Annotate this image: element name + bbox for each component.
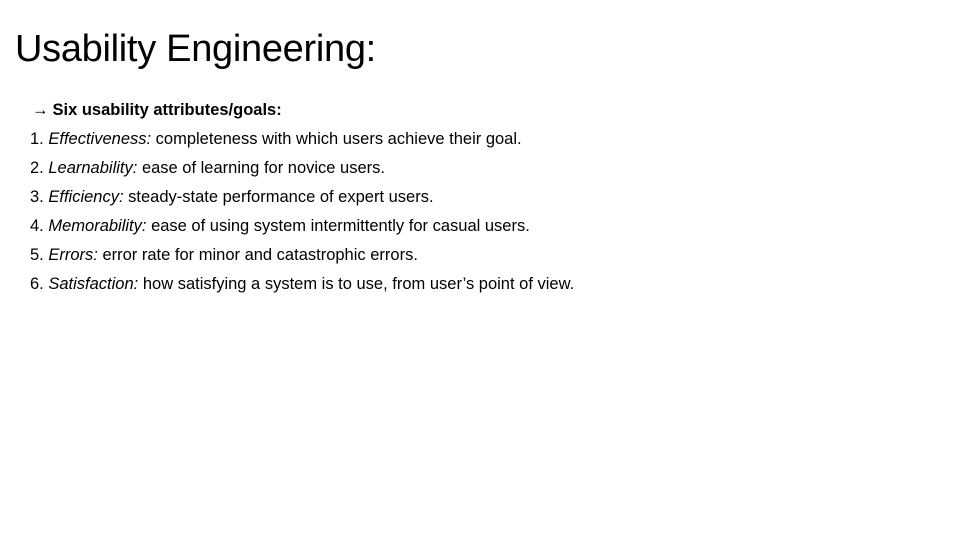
list-item [30, 154, 930, 183]
item-number: 5. [30, 246, 44, 264]
item-description: how satisfying a system is to use, from user’s point of view. [142, 275, 575, 293]
item-term: Satisfaction: [48, 275, 139, 293]
subheading-text: Six usability attributes/goals: [52, 101, 282, 119]
attribute-list [30, 125, 930, 299]
item-description: steady-state performance of expert users. [128, 188, 434, 206]
slide-body [30, 96, 930, 299]
item-number: 3. [30, 188, 44, 206]
item-term: Learnability: [48, 159, 138, 177]
item-number: 1. [30, 130, 44, 148]
item-term: Errors: [48, 246, 98, 264]
list-item [30, 183, 930, 212]
list-item [30, 270, 930, 299]
slide-title: Usability Engineering: [15, 28, 376, 70]
list-item [30, 212, 930, 241]
item-description: completeness with which users achieve their goal. [155, 130, 522, 148]
item-number: 2. [30, 159, 44, 177]
item-number: 6. [30, 275, 44, 293]
arrow-right-icon: → [32, 101, 49, 119]
item-term: Efficiency: [48, 188, 124, 206]
subheading [32, 96, 930, 125]
item-description: error rate for minor and catastrophic errors. [102, 246, 418, 264]
item-description: ease of using system intermittently for casual users. [151, 217, 530, 235]
list-item [30, 125, 930, 154]
item-number: 4. [30, 217, 44, 235]
list-item [30, 241, 930, 270]
item-term: Effectiveness: [48, 130, 152, 148]
item-description: ease of learning for novice users. [141, 159, 385, 177]
item-term: Memorability: [48, 217, 147, 235]
